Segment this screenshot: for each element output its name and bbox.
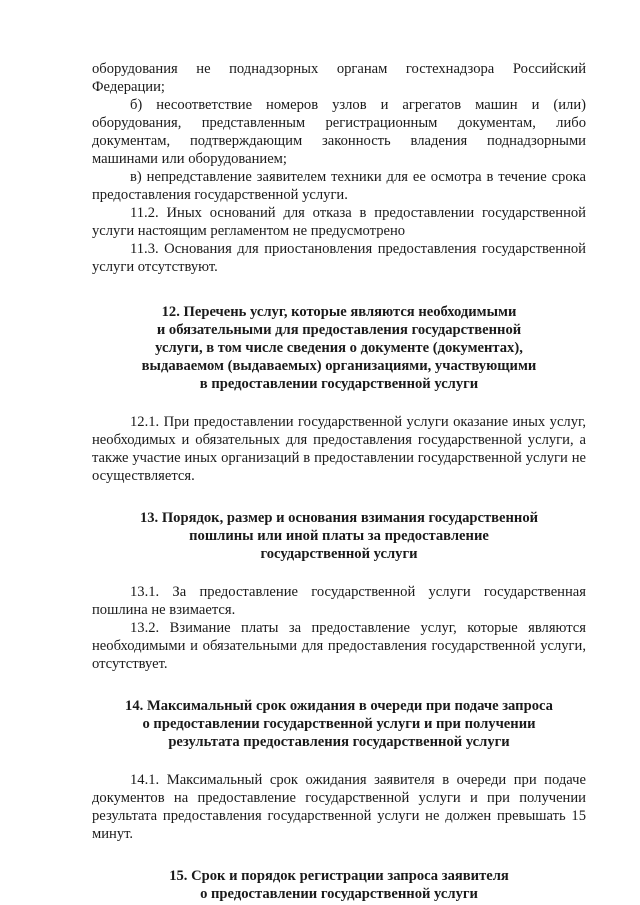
- paragraph-13-1: 13.1. За предоставление государственной услуги государственная пошлина не взимается.: [92, 584, 586, 618]
- heading-line: и обязательными для предоставления государственной: [156, 322, 522, 338]
- heading-line: выдаваемом (выдаваемых) организациями, участвующими: [141, 358, 537, 374]
- section-14: [92, 697, 586, 843]
- paragraph-14-1: 14.1. Максимальный срок ожидания заявителя в очереди при подаче документов на предоставление государственной услуги и при получении результата предоставления государственной услуги не должен превышать 15 минут.: [92, 772, 586, 842]
- section-13: [92, 509, 586, 673]
- section-12-heading: [92, 303, 586, 393]
- heading-line: о предоставлении государственной услуги: [200, 886, 478, 902]
- heading-line: 15. Срок и порядок регистрации запроса заявителя: [169, 868, 509, 884]
- section-12: [92, 303, 586, 485]
- heading-line: пошлины или иной платы за предоставление: [189, 528, 489, 544]
- paragraph-11-3: 11.3. Основания для приостановления предоставления государственной услуги отсутствуют.: [92, 241, 586, 275]
- heading-line: в предоставлении государственной услуги: [199, 376, 479, 392]
- section-14-heading: [92, 697, 586, 751]
- heading-line: 12. Перечень услуг, которые являются необходимыми: [161, 304, 517, 320]
- paragraph-12-1: 12.1. При предоставлении государственной услуги оказание иных услуг, необходимых и обязательных для предоставления государственной услуги, а также участие иных организаций в предоставлении государственной услуги не осуществляется.: [92, 414, 586, 484]
- paragraph-b: б) несоответствие номеров узлов и агрегатов машин и (или) оборудования, представленным регистрационным документам, либо документам, подтверждающим законность владения поднадзорными машинами или оборудованием;: [92, 97, 586, 167]
- paragraph-v: в) непредставление заявителем техники для ее осмотра в течение срока предоставления государственной услуги.: [92, 169, 586, 203]
- section-15: [92, 867, 586, 903]
- paragraph-continuation: оборудования не поднадзорных органам гостехнадзора Российский Федерации;: [92, 61, 586, 95]
- heading-line: 13. Порядок, размер и основания взимания государственной: [139, 510, 539, 526]
- paragraph-13-2: 13.2. Взимание платы за предоставление услуг, которые являются необходимыми и обязательными для предоставления государственной услуги, отсутствует.: [92, 620, 586, 672]
- heading-line: 14. Максимальный срок ожидания в очереди при подаче запроса: [125, 698, 553, 714]
- heading-line: о предоставлении государственной услуги и при получении: [142, 716, 536, 732]
- paragraph-11-2: 11.2. Иных оснований для отказа в предоставлении государственной услуги настоящим регламентом не предусмотрено: [92, 205, 586, 239]
- heading-line: результата предоставления государственной услуги: [168, 734, 510, 750]
- heading-line: услуги, в том числе сведения о документе (документах),: [155, 340, 523, 356]
- section-13-heading: [92, 509, 586, 563]
- section-15-heading: [92, 867, 586, 903]
- heading-line: государственной услуги: [260, 546, 418, 562]
